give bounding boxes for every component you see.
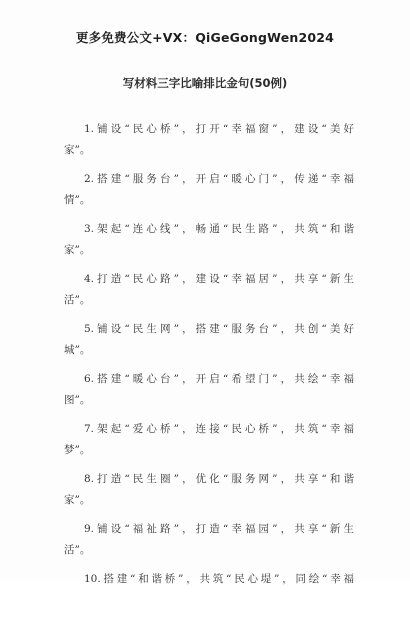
item-text-line1: 10.搭建“和谐桥”，共筑“民心堤”，同绘“幸福: [84, 573, 354, 585]
item-text-line1: 9.铺设“福祉路”，打造“幸福园”，共享“新生: [84, 523, 354, 535]
item-text-line1: 5.铺设“民生网”，搭建“服务台”，共创“美好: [84, 323, 354, 335]
list-item: [64, 319, 354, 369]
item-text-line1: 1.铺设“民心桥”，打开“幸福窗”，建设“美好: [84, 123, 354, 135]
item-text-line2: 家”。: [64, 144, 91, 156]
list-item: [64, 569, 354, 619]
item-text-line2: 情”。: [64, 194, 91, 206]
item-text-line2: 图”。: [64, 394, 91, 406]
document-title: 写材料三字比喻排比金句(50例): [122, 76, 288, 90]
item-list: [64, 119, 354, 619]
item-text-line1: 6.搭建“暖心台”，开启“希望门”，共绘“幸福: [84, 373, 354, 385]
item-text-line2: 城”。: [64, 344, 91, 356]
item-text-line1: 3.架起“连心线”，畅通“民生路”，共筑“和谐: [84, 223, 354, 235]
list-item: [64, 519, 354, 569]
item-text-line2: 活”。: [64, 294, 91, 306]
item-text-line1: 7.架起“爱心桥”，连接“民心桥”，共筑“幸福: [84, 423, 354, 435]
item-text-line1: 4.打造“民心路”，建设“幸福居”，共享“新生: [84, 273, 354, 285]
list-item: [64, 369, 354, 419]
item-text-line1: 2.搭建“服务台”，开启“暖心门”，传递“幸福: [84, 173, 354, 185]
list-item: [64, 419, 354, 469]
item-text-line2: 家”。: [64, 494, 91, 506]
promo-header: 更多免费公文+VX：QiGeGongWen2024: [75, 30, 335, 45]
list-item: [64, 119, 354, 169]
list-item: [64, 469, 354, 519]
list-item: [64, 219, 354, 269]
item-text-line2: 家”。: [64, 244, 91, 256]
item-text-line2: 梦”。: [64, 444, 91, 456]
item-text-line1: 8.打造“民生圈”，优化“服务网”，共享“和谐: [84, 473, 354, 485]
list-item: [64, 169, 354, 219]
list-item: [64, 269, 354, 319]
item-text-line2: 活”。: [64, 544, 91, 556]
